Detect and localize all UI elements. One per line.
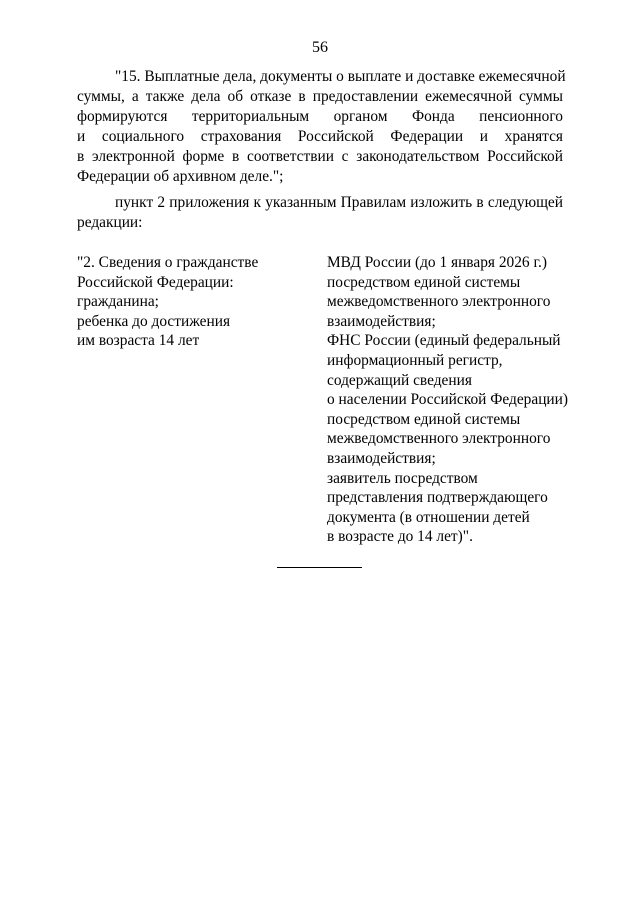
- table-cell-information-source: [327, 253, 567, 547]
- text-line: Федерации об архивном деле.";: [77, 168, 284, 185]
- page-number: 56: [312, 39, 328, 56]
- paragraph-amendment-instruction: [77, 193, 563, 233]
- cell-line: ребенка до достижения: [77, 312, 231, 330]
- cell-line: документа (в отношении детей: [327, 508, 530, 526]
- cell-line: им возраста 14 лет: [77, 332, 200, 350]
- text-line: формируются территориальным органом Фонда пенсионного: [77, 108, 563, 125]
- text-line: редакции:: [77, 214, 143, 231]
- cell-line: МВД России (до 1 января 2026 г.): [327, 254, 547, 271]
- cell-line: Российской Федерации:: [77, 273, 234, 291]
- cell-line: взаимодействия;: [327, 449, 436, 467]
- text-line: и социального страхования Российской Федерации и хранятся: [77, 128, 563, 145]
- cell-line: межведомственного электронного: [327, 293, 551, 311]
- cell-line: взаимодействия;: [327, 312, 436, 330]
- paragraph-item-15: [77, 67, 566, 187]
- cell-line: информационный регистр,: [327, 351, 503, 369]
- cell-line: представления подтверждающего: [327, 489, 548, 507]
- table-cell-information-type: [77, 253, 297, 351]
- cell-line: содержащий сведения: [327, 371, 472, 389]
- cell-line: гражданина;: [77, 293, 159, 311]
- cell-line: о населении Российской Федерации): [327, 391, 569, 409]
- cell-line: посредством единой системы: [327, 410, 521, 428]
- cell-line: "2. Сведения о гражданстве: [77, 254, 259, 271]
- cell-line: ФНС России (единый федеральный: [327, 332, 561, 350]
- cell-line: в возрасте до 14 лет)".: [327, 528, 473, 546]
- text-line: суммы, а также дела об отказе в предоставлении ежемесячной суммы: [77, 88, 563, 105]
- text-line: пункт 2 приложения к указанным Правилам изложить в следующей: [115, 194, 563, 211]
- cell-line: межведомственного электронного: [327, 430, 551, 448]
- end-divider-line: [277, 567, 362, 568]
- text-line: в электронной форме в соответствии с законодательством Российской: [77, 148, 563, 165]
- cell-line: посредством единой системы: [327, 273, 521, 291]
- text-line: "15. Выплатные дела, документы о выплате и доставке ежемесячной: [115, 68, 566, 85]
- cell-line: заявитель посредством: [327, 469, 478, 487]
